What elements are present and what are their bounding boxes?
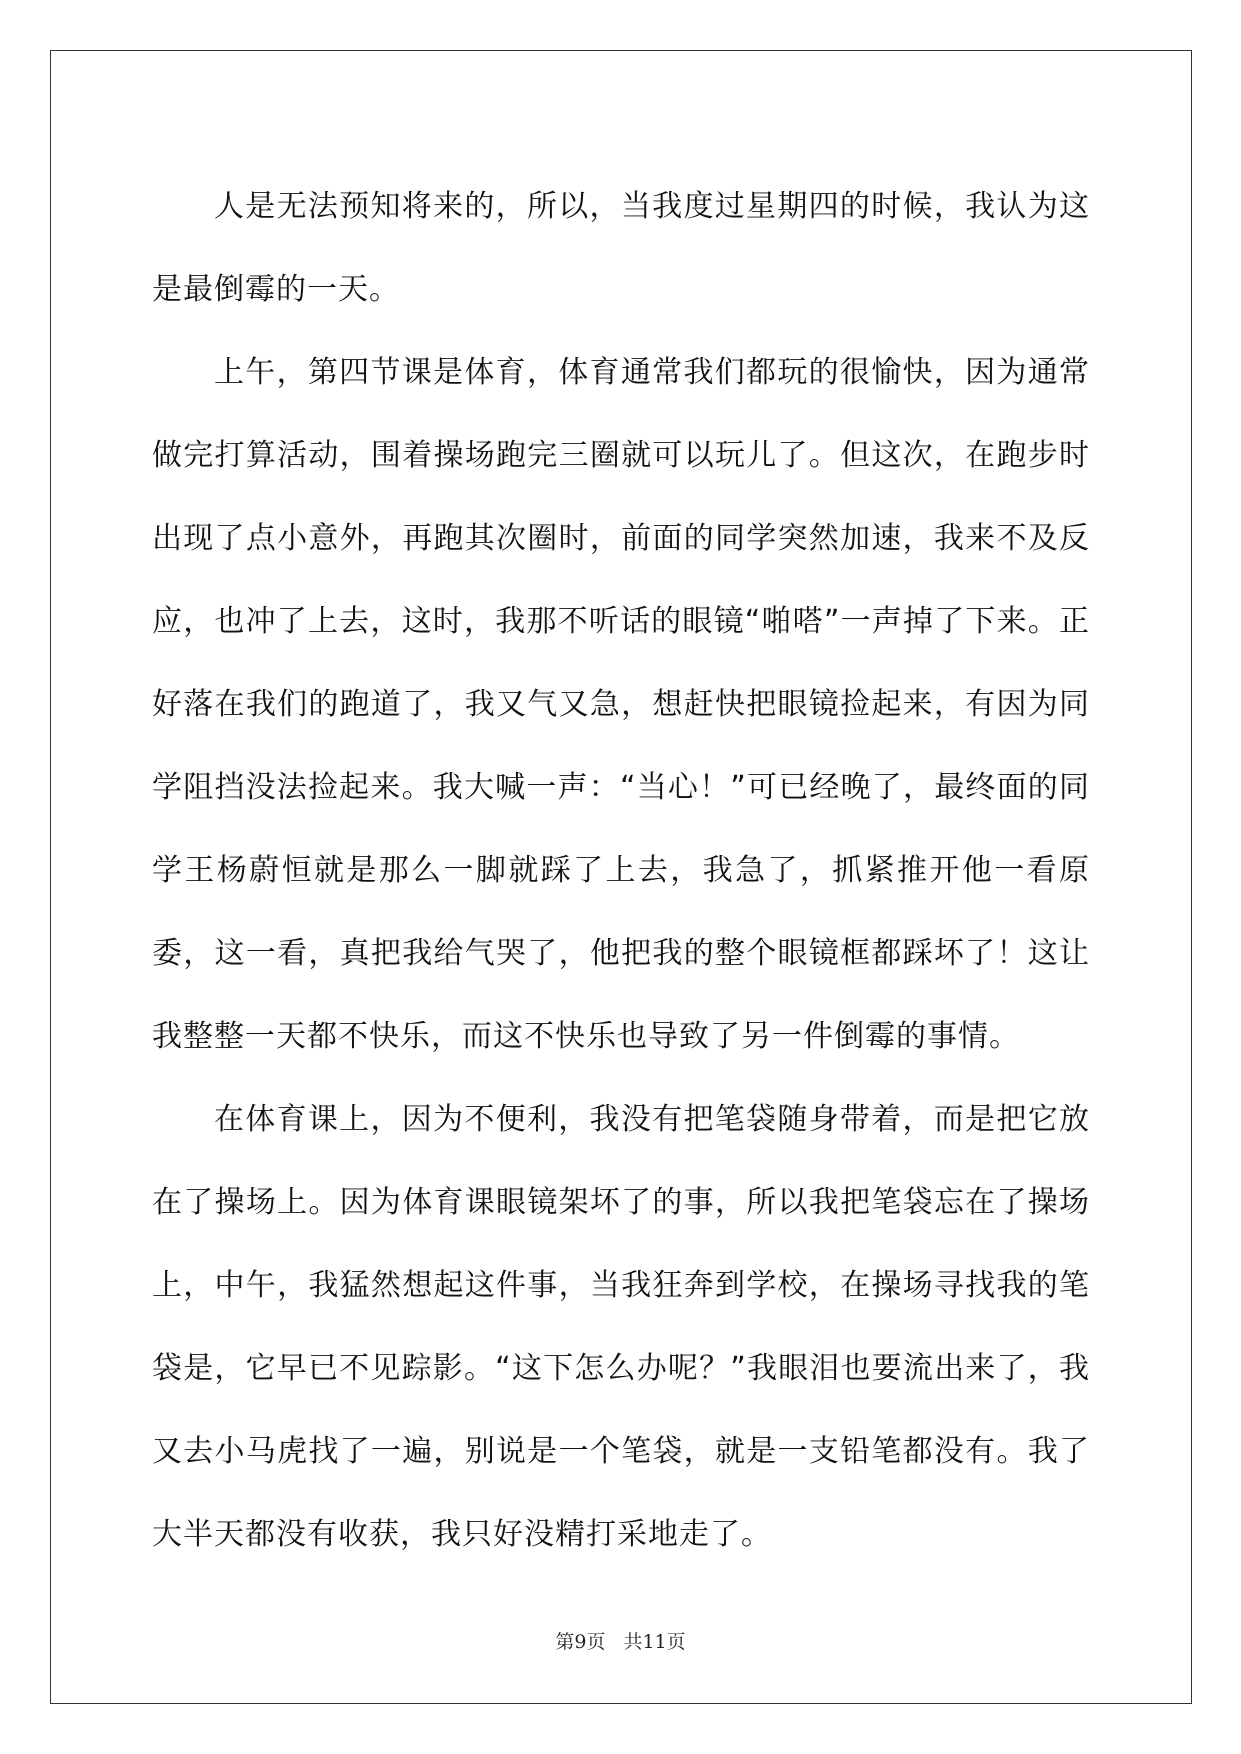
page-number: 第9页 <box>555 1631 606 1653</box>
document-body <box>152 165 1090 1576</box>
paragraph-2: 上午，第四节课是体育，体育通常我们都玩的很愉快，因为通常做完打算活动，围着操场跑完三圈就可以玩儿了。但这次，在跑步时出现了点小意外，再跑其次圈时，前面的同学突然加速，我来不及反应，也冲了上去，这时，我那不听话的眼镜“啪嗒”一声掉了下来。正好落在我们的跑道了，我又气又急，想赶快把眼镜捡起来，有因为同学阻挡没法捡起来。我大喊一声：“当心！”可已经晚了，最终面的同学王杨蔚恒就是那么一脚就踩了上去，我急了，抓紧推开他一看原委，这一看，真把我给气哭了，他把我的整个眼镜框都踩坏了！这让我整整一天都不快乐，而这不快乐也导致了另一件倒霉的事情。 <box>152 355 1090 1054</box>
paragraph-3: 在体育课上，因为不便利，我没有把笔袋随身带着，而是把它放在了操场上。因为体育课眼镜架坏了的事，所以我把笔袋忘在了操场上，中午，我猛然想起这件事，当我狂奔到学校，在操场寻找我的笔袋是，它早已不见踪影。“这下怎么办呢？”我眼泪也要流出来了，我又去小马虎找了一遍，别说是一个笔袋，就是一支铅笔都没有。我了大半天都没有收获，我只好没精打采地走了。 <box>152 1102 1090 1552</box>
page-total: 共11页 <box>623 1631 686 1653</box>
paragraph-1: 人是无法预知将来的，所以，当我度过星期四的时候，我认为这是最倒霉的一天。 <box>152 189 1090 307</box>
page-footer <box>0 1627 1241 1654</box>
